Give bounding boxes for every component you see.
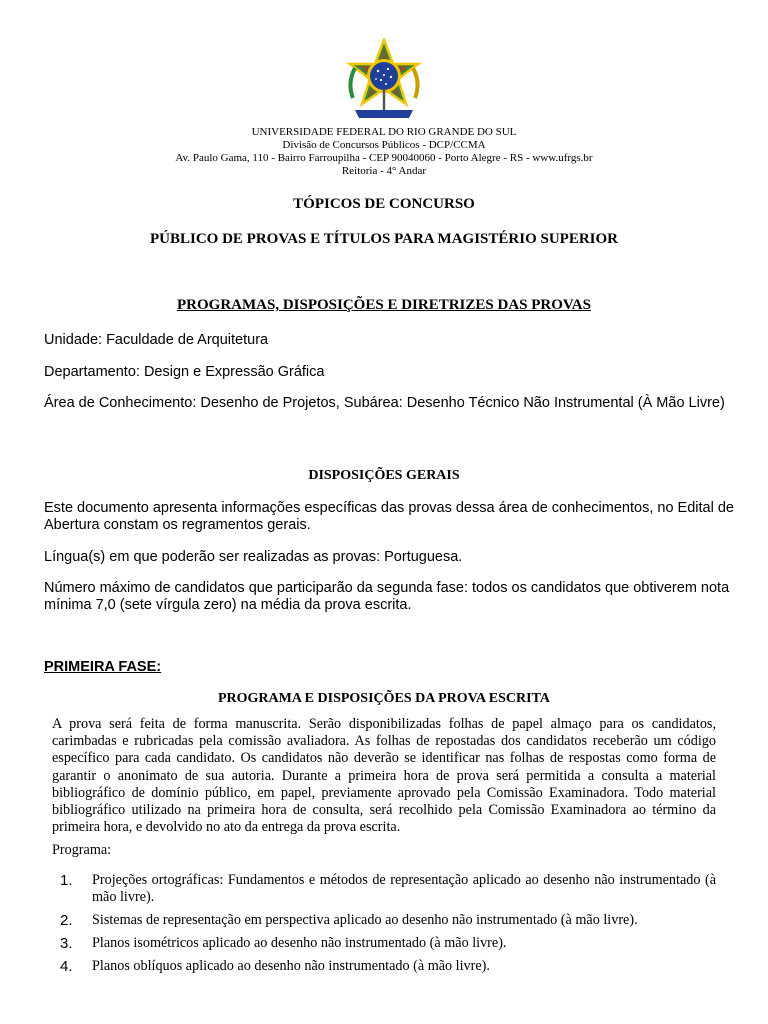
list-item-number: 2. xyxy=(60,912,73,929)
title-programas-text: PROGRAMAS, DISPOSIÇÕES E DIRETRIZES DAS PROVAS xyxy=(177,297,591,313)
disposicoes-paragraph-3: Número máximo de candidatos que participarão da segunda fase: todos os candidatos que obtiverem nota mínima 7,0 (sete vírgula zero) na média da prova escrita. xyxy=(44,580,730,613)
info-area: Área de Conhecimento: Desenho de Projetos, Subárea: Desenho Técnico Não Instrumental (À Mão Livre) xyxy=(44,395,725,411)
title-publico: PÚBLICO DE PROVAS E TÍTULOS PARA MAGISTÉRIO SUPERIOR xyxy=(149,231,618,247)
info-unidade: Unidade: Faculdade de Arquitetura xyxy=(44,332,269,348)
programa-list xyxy=(52,872,716,981)
list-item-text: Sistemas de representação em perspectiva aplicado ao desenho não instrumentado (à mão livre). xyxy=(92,912,638,928)
disposicoes-paragraph-1: Este documento apresenta informações específicas das provas dessa área de conhecimentos, no Edital de Abertura constam os regramentos gerais. xyxy=(44,500,734,533)
list-item-text: Planos isométricos aplicado ao desenho não instrumentado (à mão livre). xyxy=(92,935,507,951)
heading-prova-escrita: PROGRAMA E DISPOSIÇÕES DA PROVA ESCRITA xyxy=(217,691,551,706)
list-item-text: Planos oblíquos aplicado ao desenho não instrumentado (à mão livre). xyxy=(92,958,490,974)
list-item-number: 1. xyxy=(60,872,73,889)
programa-label: Programa: xyxy=(52,842,112,858)
info-departamento: Departamento: Design e Expressão Gráfica xyxy=(44,364,325,380)
list-item xyxy=(52,912,716,929)
list-item-text: Projeções ortográficas: Fundamentos e métodos de representação aplicado ao desenho não instrumentado (à mão livre). xyxy=(92,872,716,905)
list-item-number: 3. xyxy=(60,935,73,952)
header-floor: Reitoria - 4° Andar xyxy=(341,165,427,177)
coat-of-arms-emblem xyxy=(341,38,427,124)
list-item xyxy=(52,935,716,952)
disposicoes-paragraph-2: Língua(s) em que poderão ser realizadas as provas: Portuguesa. xyxy=(44,549,463,565)
prova-escrita-body: A prova será feita de forma manuscrita. Serão disponibilizadas folhas de papel almaço para os candidatos, carimbadas e rubricadas pela comissão avaliadora. As folhas de repostadas dos candidatos receberão um código específico para cada candidato. Os candidatos não deverão se identificar nas folhas de respostas como forma de garantir o anonimato de sua autoria. Durante a primeira hora de prova será permitida a consulta a material bibliográfico de domínio público, em papel, previamente aprovado pela Comissão Examinadora. Todo material bibliográfico utilizado na primeira hora de consulta, será recolhido pela Comissão Examinadora ao término da primeira hora, e devolvido no ato da entrega da prova escrita. xyxy=(52,716,716,836)
header-division: Divisão de Concursos Públicos - DCP/CCMA xyxy=(282,139,486,151)
list-item-number: 4. xyxy=(60,958,73,975)
title-programas xyxy=(0,297,768,314)
primeira-fase-label xyxy=(44,659,734,676)
title-topicos: TÓPICOS DE CONCURSO xyxy=(293,196,475,212)
header-university: UNIVERSIDADE FEDERAL DO RIO GRANDE DO SUL xyxy=(251,126,517,138)
primeira-fase-text: PRIMEIRA FASE: xyxy=(44,659,162,675)
header-address: Av. Paulo Gama, 110 - Bairro Farroupilha - CEP 90040060 - Porto Alegre - RS - www.ufrgs.br xyxy=(175,152,593,164)
list-item xyxy=(52,872,716,906)
heading-disposicoes-gerais: DISPOSIÇÕES GERAIS xyxy=(308,468,460,483)
list-item xyxy=(52,958,716,975)
